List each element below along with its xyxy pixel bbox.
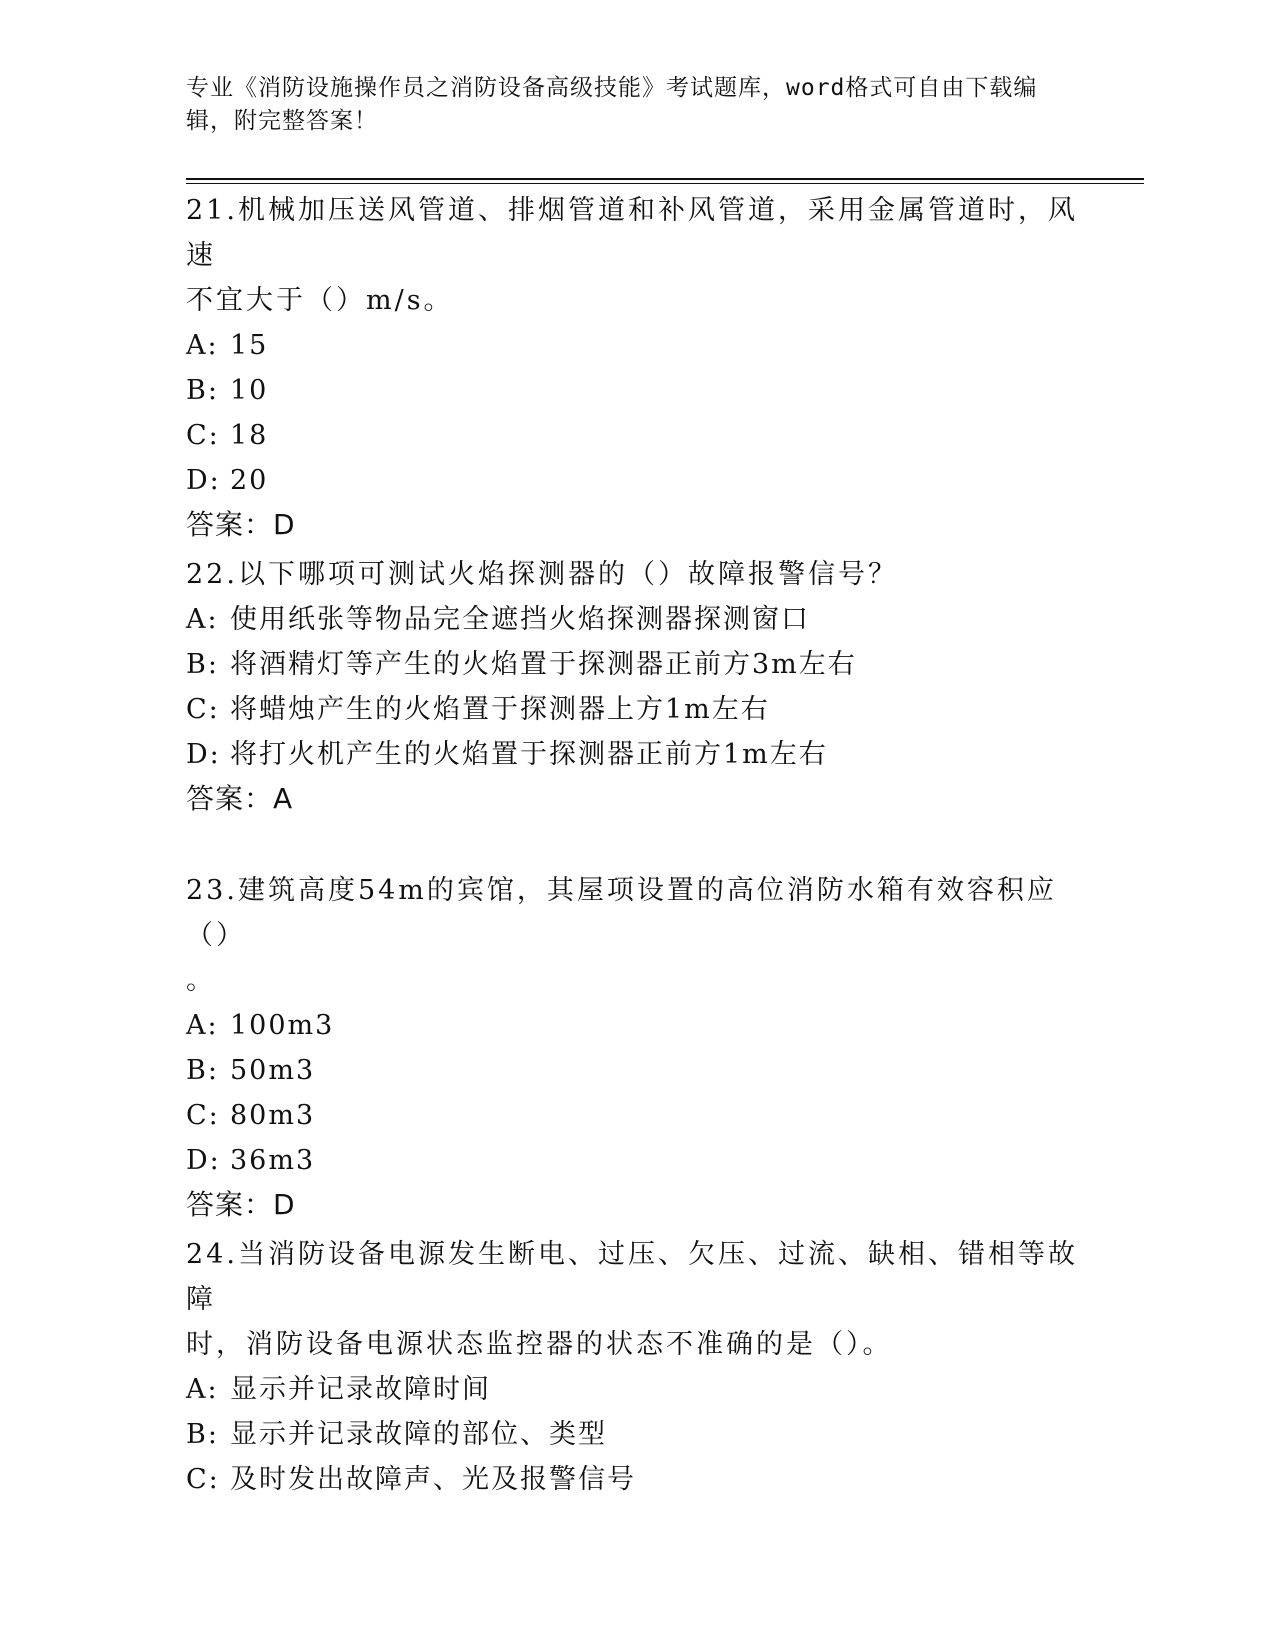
question-stem-line-2: 不宜大于（）m/s。	[186, 285, 454, 316]
option-b	[186, 368, 1086, 413]
option-a	[186, 1367, 1086, 1412]
option-letter: B:	[186, 649, 219, 680]
option-c	[186, 1457, 1086, 1502]
answer-label: 答案：D	[186, 1188, 296, 1221]
document-header	[186, 72, 1066, 138]
option-c	[186, 687, 1086, 732]
option-letter: A:	[186, 604, 219, 635]
option-text: 显示并记录故障时间	[230, 1374, 491, 1405]
question-stem-line-2: 时，消防设备电源状态监控器的状态不准确的是（）。	[186, 1329, 893, 1360]
header-line-1: 专业《消防设施操作员之消防设备高级技能》考试题库，word格式可自由下载编	[186, 75, 1038, 101]
option-letter: C:	[186, 1100, 220, 1131]
option-letter: A:	[186, 1374, 219, 1405]
option-letter: B:	[186, 375, 219, 406]
option-text: 15	[230, 330, 269, 361]
question-stem-line-1: 21.机械加压送风管道、排烟管道和补风管道，采用金属管道时，风速	[186, 195, 1078, 271]
question-23	[186, 868, 1086, 1227]
question-stem-line-1: 22.以下哪项可测试火焰探测器的（）故障报警信号？	[186, 559, 898, 590]
option-text: 20	[230, 465, 269, 496]
option-text: 将蜡烛产生的火焰置于探测器上方1m左右	[230, 694, 770, 725]
option-d	[186, 732, 1086, 777]
option-a	[186, 1003, 1086, 1048]
option-text: 36m3	[230, 1145, 316, 1176]
option-letter: D:	[186, 465, 221, 496]
option-letter: C:	[186, 694, 220, 725]
option-b	[186, 1048, 1086, 1093]
option-text: 将酒精灯等产生的火焰置于探测器正前方3m左右	[230, 649, 857, 680]
option-d	[186, 458, 1086, 503]
question-24	[186, 1232, 1086, 1502]
option-letter: D:	[186, 739, 221, 770]
option-letter: C:	[186, 1464, 220, 1495]
question-stem-line-1: 24.当消防设备电源发生断电、过压、欠压、过流、缺相、错相等故障	[186, 1239, 1078, 1315]
option-text: 50m3	[230, 1055, 316, 1086]
option-text: 将打火机产生的火焰置于探测器正前方1m左右	[230, 739, 828, 770]
option-letter: A:	[186, 1010, 219, 1041]
question-21	[186, 188, 1086, 547]
option-a	[186, 597, 1086, 642]
option-b	[186, 1412, 1086, 1457]
header-divider-thin	[186, 183, 1144, 184]
answer-label: 答案：A	[186, 782, 294, 815]
option-letter: B:	[186, 1419, 219, 1450]
option-c	[186, 413, 1086, 458]
option-text: 10	[230, 375, 269, 406]
option-text: 100m3	[230, 1010, 335, 1041]
option-letter: D:	[186, 1145, 221, 1176]
answer-label: 答案：D	[186, 508, 296, 541]
option-text: 使用纸张等物品完全遮挡火焰探测器探测窗口	[230, 604, 810, 635]
option-text: 显示并记录故障的部位、类型	[230, 1419, 607, 1450]
option-letter: A:	[186, 330, 219, 361]
question-stem-line-1: 23.建筑高度54m的宾馆，其屋项设置的高位消防水箱有效容积应（）	[186, 875, 1057, 951]
header-divider-thick	[186, 178, 1144, 180]
option-c	[186, 1093, 1086, 1138]
option-a	[186, 323, 1086, 368]
header-line-2: 辑，附完整答案！	[186, 108, 378, 134]
option-b	[186, 642, 1086, 687]
option-letter: C:	[186, 420, 220, 451]
option-text: 及时发出故障声、光及报警信号	[230, 1464, 636, 1495]
option-text: 18	[230, 420, 269, 451]
question-stem-line-2: 。	[186, 965, 213, 996]
question-22	[186, 552, 1086, 821]
option-letter: B:	[186, 1055, 219, 1086]
option-d	[186, 1138, 1086, 1183]
option-text: 80m3	[230, 1100, 316, 1131]
